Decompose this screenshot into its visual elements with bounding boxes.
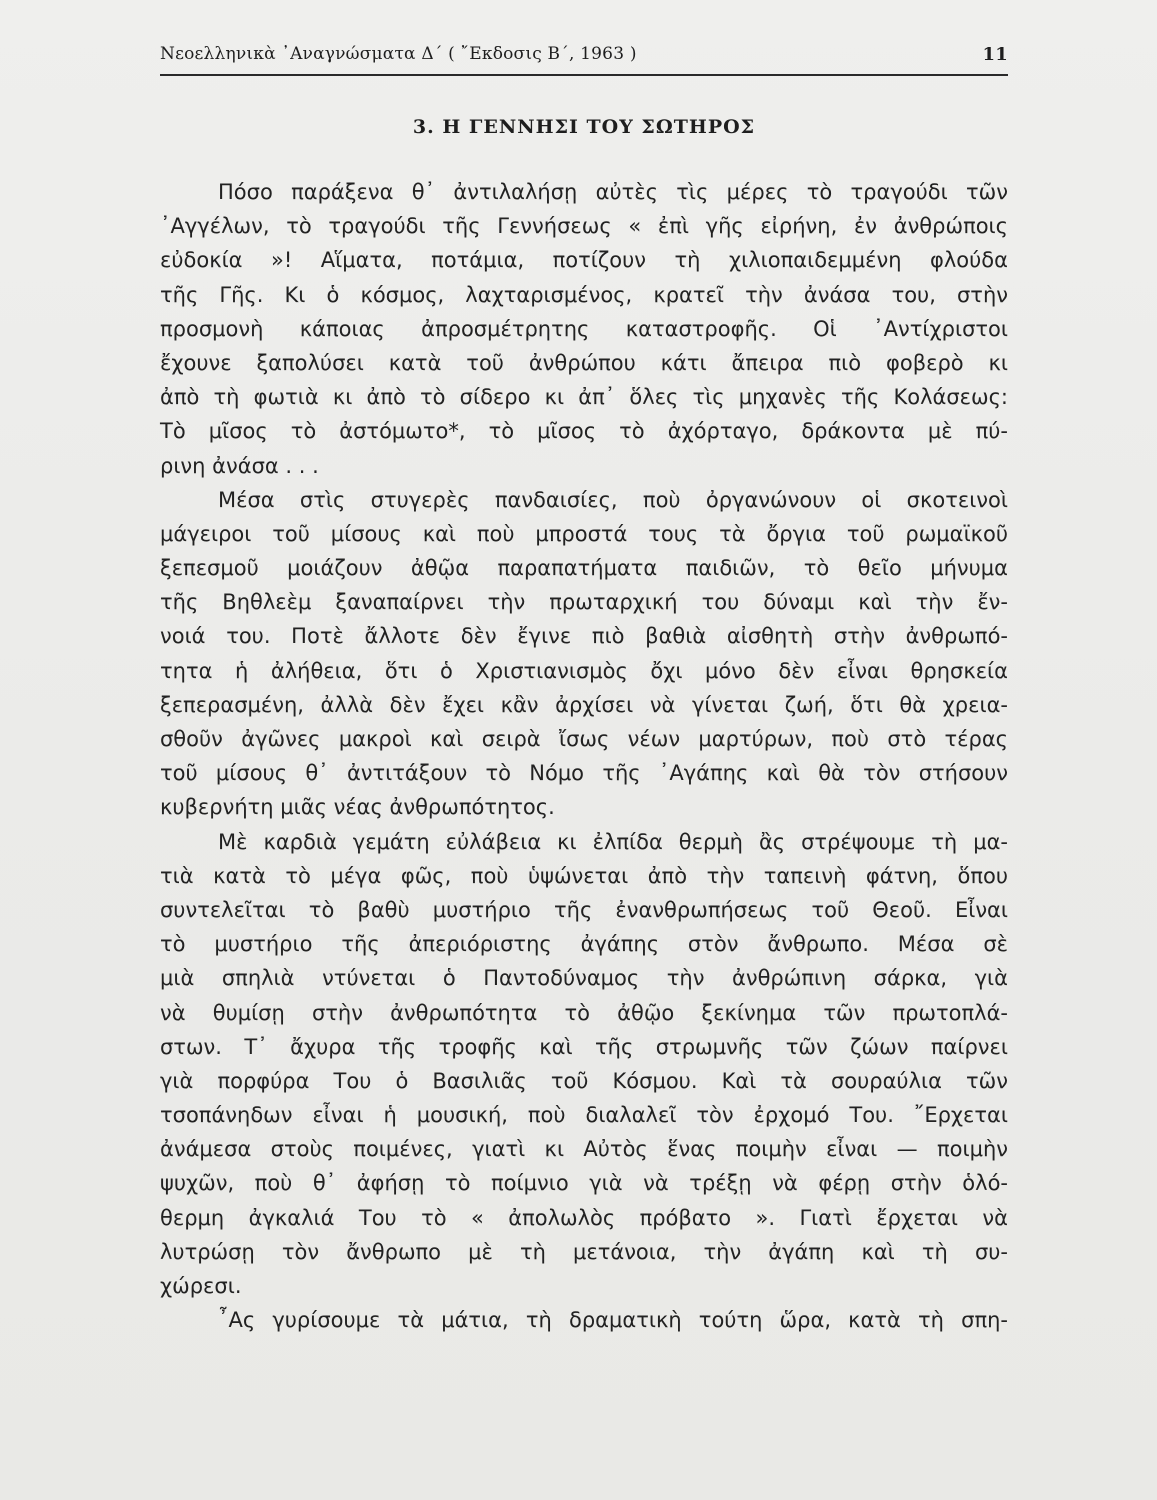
text-line: ξεπεσμοῦ μοιάζουν ἀθῷα παραπατήματα παιδιῶν, τὸ θεῖο μήνυμα [160,556,1008,581]
chapter-title: 3. Η ΓΕΝΝΗΣΙ ΤΟΥ ΣΩΤΗΡΟΣ [412,116,756,138]
text-line: νὰ θυμίσῃ στὴν ἀνθρωπότητα τὸ ἀθῷο ξεκίνημα τῶν πρωτοπλά- [160,1000,1008,1025]
text-line: λυτρώσῃ τὸν ἄνθρωπο μὲ τὴ μετάνοια, τὴν ἀγάπη καὶ τὴ συ- [160,1239,1008,1264]
text-line: τητα ἡ ἀλήθεια, ὅτι ὁ Χριστιανισμὸς ὄχι μόνο δὲν εἶναι θρησκεία [160,658,1008,683]
text-line: σθοῦν ἀγῶνες μακροὶ καὶ σειρὰ ἴσως νέων μαρτύρων, ποὺ στὸ τέρας [160,727,1008,751]
text-line: προσμονὴ κάποιας ἀπροσμέτρητης καταστροφῆς. Οἱ ᾿Αντίχριστοι [160,316,1008,341]
text-line: ἀπὸ τὴ φωτιὰ κι ἀπὸ τὸ σίδερο κι ἀπ᾿ ὅλες τὶς μηχανὲς τῆς Κολάσεως: [160,385,1008,410]
text-line: Τὸ μῖσος τὸ ἀστόμωτο*, τὸ μῖσος τὸ ἀχόρταγο, δράκοντα μὲ πύ- [160,419,1008,444]
text-line: μάγειροι τοῦ μίσους καὶ ποὺ μπροστά τους τὰ ὄργια τοῦ ρωμαϊκοῦ [160,521,1008,546]
text-line: τὸ μυστήριο τῆς ἀπεριόριστης ἀγάπης στὸν ἄνθρωπο. Μέσα σὲ [160,932,1008,957]
text-line: τιὰ κατὰ τὸ μέγα φῶς, ποὺ ὑψώνεται ἀπὸ τὴν ταπεινὴ φάτνη, ὅπου [160,863,1008,888]
text-line: Μέσα στὶς στυγερὲς πανδαισίες, ποὺ ὀργανώνουν οἱ σκοτεινοὶ [218,487,1008,512]
page-number: 11 [982,44,1008,65]
text-line: συντελεῖται τὸ βαθὺ μυστήριο τῆς ἐνανθρωπήσεως τοῦ Θεοῦ. Εἶναι [160,897,1008,922]
text-line: τοῦ μίσους θ᾿ ἀντιτάξουν τὸ Νόμο τῆς ᾿Αγάπης καὶ θὰ τὸν στήσουν [160,761,1008,786]
text-line: γιὰ πορφύρα Του ὁ Βασιλιᾶς τοῦ Κόσμου. Καὶ τὰ σουραύλια τῶν [160,1068,1008,1093]
text-line: στων. Τ᾿ ἄχυρα τῆς τροφῆς καὶ τῆς στρωμνῆς τῶν ζώων παίρνει [160,1034,1008,1059]
header-rule [160,74,1008,76]
text-line: τσοπάνηδων εἶναι ἡ μουσική, ποὺ διαλαλεῖ τὸν ἐρχομό Του. ῎Ερχεται [160,1103,1008,1128]
running-header [160,44,1008,68]
text-line: κυβερνήτη μιᾶς νέας ἀνθρωπότητος. [160,795,555,820]
text-line: τῆς Γῆς. Κι ὁ κόσμος, λαχταρισμένος, κρατεῖ τὴν ἀνάσα του, στὴν [160,282,1008,307]
text-line: Μὲ καρδιὰ γεμάτη εὐλάβεια κι ἐλπίδα θερμὴ ἂς στρέψουμε τὴ μα- [218,829,1008,854]
text-line: ξεπερασμένη, ἀλλὰ δὲν ἔχει κἂν ἀρχίσει νὰ γίνεται ζωή, ὅτι θὰ χρεια- [160,692,1008,717]
chapter-body [160,175,1008,1337]
text-line: ῏Ας γυρίσουμε τὰ μάτια, τὴ δραματικὴ τούτη ὥρα, κατὰ τὴ σπη- [218,1308,1008,1333]
text-line: ᾿Αγγέλων, τὸ τραγούδι τῆς Γεννήσεως « ἐπὶ γῆς εἰρήνη, ἐν ἀνθρώποις [160,214,1008,239]
text-line: τῆς Βηθλεὲμ ξαναπαίρνει τὴν πρωταρχική του δύναμι καὶ τὴν ἔν- [160,590,1008,615]
text-line: θερμη ἀγκαλιά Του τὸ « ἀπολωλὸς πρόβατο ». Γιατὶ ἔρχεται νὰ [160,1205,1008,1230]
text-line: ἀνάμεσα στοὺς ποιμένες, γιατὶ κι Αὐτὸς ἕνας ποιμὴν εἶναι — ποιμὴν [160,1137,1008,1162]
text-line: ἔχουνε ξαπολύσει κατὰ τοῦ ἀνθρώπου κάτι ἄπειρα πιὸ φοβερὸ κι [160,350,1008,375]
text-line: ψυχῶν, ποὺ θ᾿ ἀφήσῃ τὸ ποίμνιο γιὰ νὰ τρέξῃ νὰ φέρῃ στὴν ὁλό- [160,1171,1008,1196]
text-line: εὐδοκία »! Αἵματα, ποτάμια, ποτίζουν τὴ χιλιοπαιδεμμένη φλούδα [160,248,1008,273]
text-line: χώρεσι. [160,1274,242,1298]
text-line: Πόσο παράξενα θ᾿ ἀντιλαλήσῃ αὐτὲς τὶς μέρες τὸ τραγούδι τῶν [218,180,1008,204]
text-line: νοιά του. Ποτὲ ἄλλοτε δὲν ἔγινε πιὸ βαθιὰ αἰσθητὴ στὴν ἀνθρωπό- [160,624,1008,649]
running-title: Νεοελληνικὰ ᾿Αναγνώσματα Δ΄ ( ῎Εκδοσις Β΄, 1963 ) [160,44,637,64]
text-line: μιὰ σπηλιὰ ντύνεται ὁ Παντοδύναμος τὴν ἀνθρώπινη σάρκα, γιὰ [160,966,1008,991]
text-line: ρινη ἀνάσα . . . [160,453,319,478]
